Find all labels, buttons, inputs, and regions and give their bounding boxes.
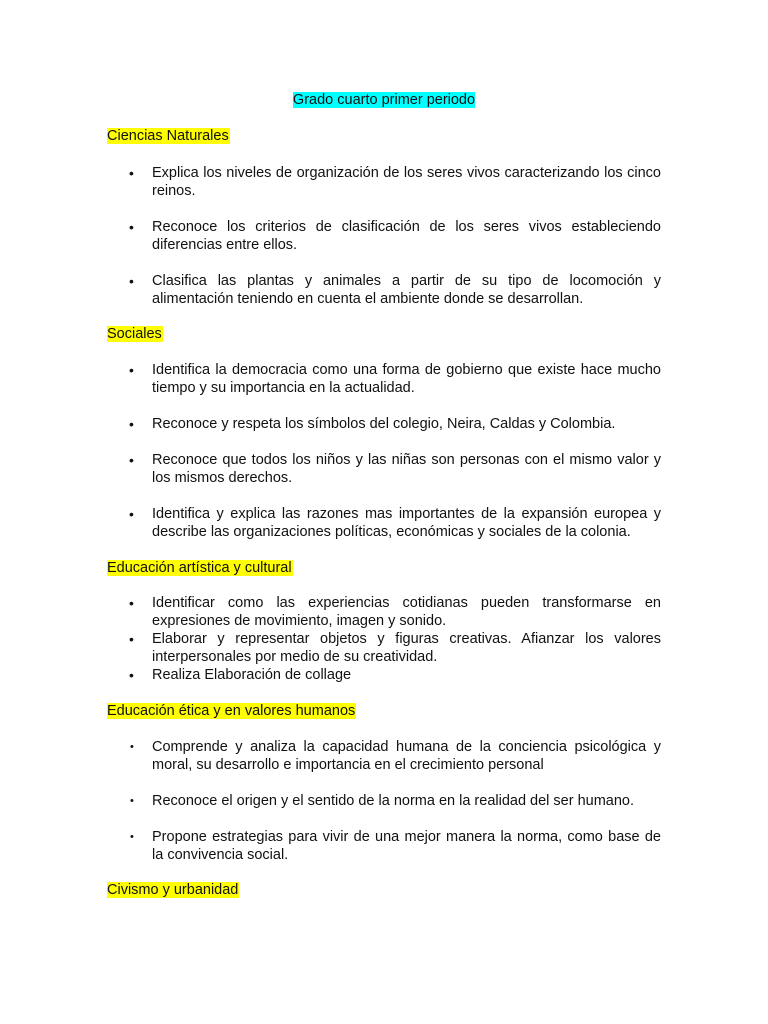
bullet-icon: • — [129, 219, 134, 235]
bullet-icon: • — [129, 631, 134, 647]
section-list-educacion-etica — [107, 738, 661, 864]
section-list-sociales — [107, 361, 661, 541]
section-heading-ciencias-naturales: Ciencias Naturales — [107, 128, 229, 144]
list-item: • Identificar como las experiencias cotidianas pueden transformarse en expresiones de movimiento, imagen y sonido. — [129, 595, 661, 629]
list-item: • Clasifica las plantas y animales a partir de su tipo de locomoción y alimentación teniendo en cuenta el ambiente donde se desarrollan. — [129, 273, 661, 307]
bullet-icon: • — [129, 416, 134, 432]
section-list-educacion-artistica — [107, 594, 661, 684]
bullet-icon: • — [129, 362, 134, 378]
list-item: • Realiza Elaboración de collage — [129, 667, 352, 683]
list-item: • Elaborar y representar objetos y figuras creativas. Afianzar los valores interpersonales por medio de su creatividad. — [129, 631, 661, 665]
bullet-icon: • — [129, 595, 134, 611]
list-item: • Reconoce que todos los niños y las niñas son personas con el mismo valor y los mismos derechos. — [129, 452, 661, 486]
section-heading-educacion-artistica: Educación artística y cultural — [107, 560, 292, 576]
list-item: • Explica los niveles de organización de los seres vivos caracterizando los cinco reinos. — [129, 165, 661, 199]
bullet-icon: • — [129, 273, 134, 289]
document-title: Grado cuarto primer periodo — [292, 92, 476, 108]
bullet-icon: • — [129, 452, 134, 468]
list-item: • Comprende y analiza la capacidad humana de la conciencia psicológica y moral, su desarrollo e importancia en el crecimiento personal — [130, 739, 661, 773]
list-item: • Reconoce el origen y el sentido de la norma en la realidad del ser humano. — [130, 793, 635, 809]
bullet-icon: • — [129, 667, 134, 683]
list-item: • Identifica la democracia como una forma de gobierno que existe hace mucho tiempo y su importancia en la actualidad. — [129, 362, 661, 396]
section-heading-civismo-urbanidad: Civismo y urbanidad — [107, 882, 239, 898]
document-title-row — [0, 91, 768, 109]
list-item: • Reconoce los criterios de clasificación de los seres vivos estableciendo diferencias entre ellos. — [129, 219, 661, 253]
list-item: • Propone estrategias para vivir de una mejor manera la norma, como base de la convivencia social. — [130, 829, 661, 863]
list-item: • Reconoce y respeta los símbolos del colegio, Neira, Caldas y Colombia. — [129, 416, 616, 432]
bullet-icon: • — [130, 795, 134, 807]
bullet-icon: • — [130, 831, 134, 843]
section-heading-sociales: Sociales — [107, 326, 162, 342]
section-heading-educacion-etica: Educación ética y en valores humanos — [107, 703, 356, 719]
bullet-icon: • — [129, 165, 134, 181]
bullet-icon: • — [129, 506, 134, 522]
section-list-ciencias-naturales — [107, 164, 661, 308]
list-item: • Identifica y explica las razones mas importantes de la expansión europea y describe las organizaciones políticas, económicas y sociales de la colonia. — [129, 506, 661, 540]
bullet-icon: • — [130, 741, 134, 753]
